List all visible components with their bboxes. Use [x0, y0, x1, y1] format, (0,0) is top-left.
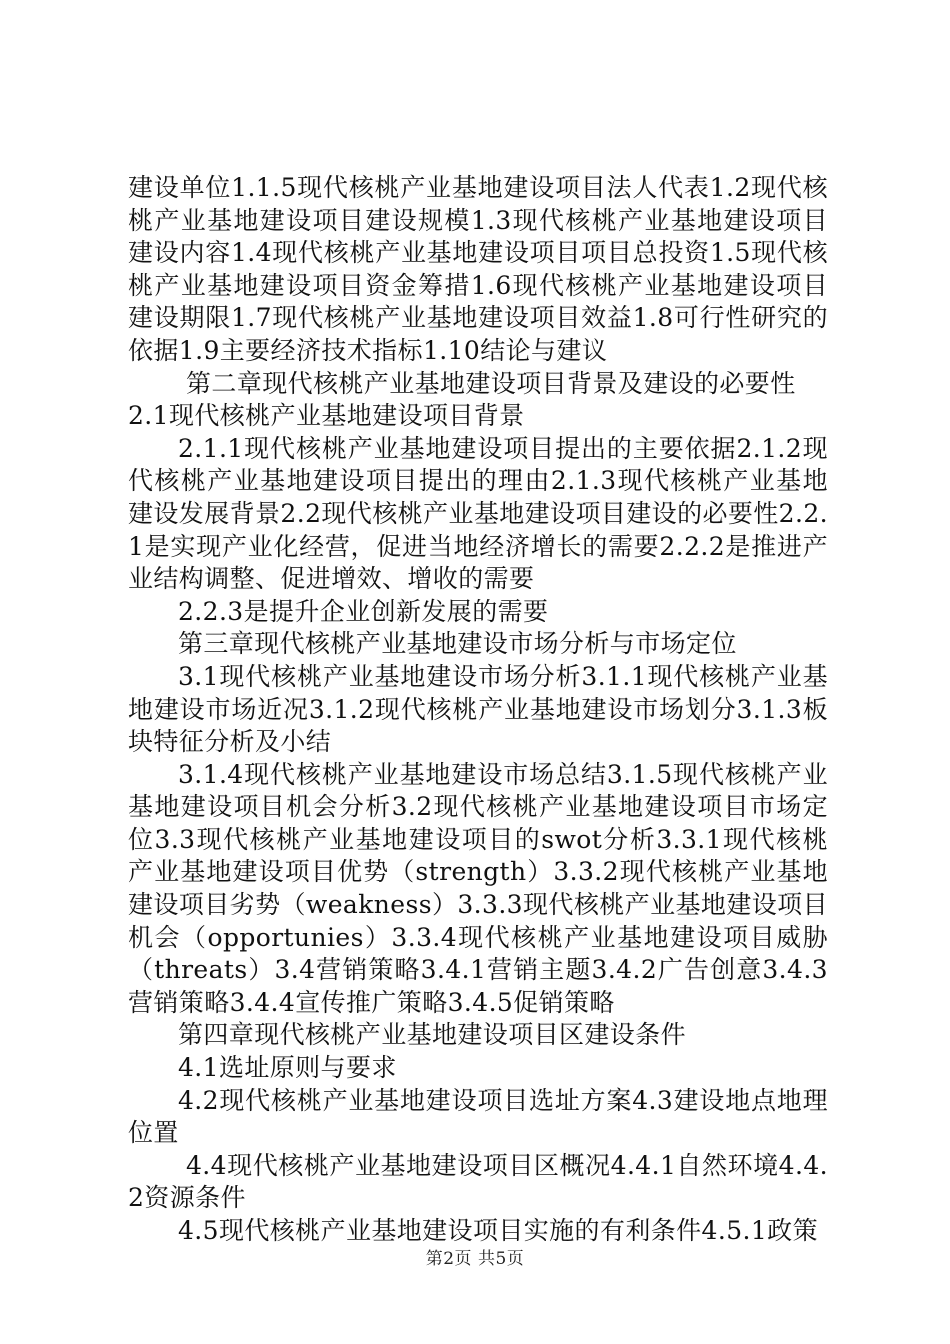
- paragraph-3-1-items: 3.1现代核桃产业基地建设市场分析3.1.1现代核桃产业基地建设市场近况3.1.2现代核桃产业基地建设市场划分3.1.3板块特征分析及小结: [128, 661, 828, 757]
- document-body: [128, 172, 828, 1248]
- paragraph-chapter1-items: 建设单位1.1.5现代核桃产业基地建设项目法人代表1.2现代核桃产业基地建设项目建设规模1.3现代核桃产业基地建设项目建设内容1.4现代核桃产业基地建设项目项目总投资1.5现代核桃产业基地建设项目资金筹措1.6现代核桃产业基地建设项目建设期限1.7现代核桃产业基地建设项目效益1.8可行性研究的依据1.9主要经济技术指标1.10结论与建议: [128, 173, 828, 365]
- section-4-2-items: 4.2现代核桃产业基地建设项目选址方案4.3建设地点地理位置: [128, 1085, 828, 1148]
- page-number-footer: 第2页 共5页: [425, 1249, 525, 1269]
- section-4-1: 4.1选址原则与要求: [178, 1053, 397, 1083]
- section-4-4-items: 4.4现代核桃产业基地建设项目区概况4.4.1自然环境4.4.2资源条件: [128, 1150, 828, 1213]
- paragraph-2-2-3: 2.2.3是提升企业创新发展的需要: [178, 596, 549, 626]
- section-2-1-heading: 2.1现代核桃产业基地建设项目背景: [128, 401, 525, 431]
- chapter-4-heading: 第四章现代核桃产业基地建设项目区建设条件: [178, 1020, 687, 1050]
- paragraph-3-1-4-items: 3.1.4现代核桃产业基地建设市场总结3.1.5现代核桃产业基地建设项目机会分析3.2现代核桃产业基地建设项目市场定位3.3现代核桃产业基地建设项目的swot分析3.3.1现代核桃产业基地建设项目优势（strength）3.3.2现代核桃产业基地建设项目劣势（weakness）3.3.3现代核桃产业基地建设项目机会（opportunies）3.3.4现代核桃产业基地建设项目威胁（threats）3.4营销策略3.4.1营销主题3.4.2广告创意3.4.3营销策略3.4.4宣传推广策略3.4.5促销策略: [128, 759, 828, 1017]
- paragraph-2-1-items: 2.1.1现代核桃产业基地建设项目提出的主要依据2.1.2现代核桃产业基地建设项目提出的理由2.1.3现代核桃产业基地建设发展背景2.2现代核桃产业基地建设项目建设的必要性2.2.1是实现产业化经营，促进当地经济增长的需要2.2.2是推进产业结构调整、促进增效、增收的需要: [128, 433, 828, 594]
- chapter-2-heading: 第二章现代核桃产业基地建设项目背景及建设的必要性: [186, 368, 796, 398]
- chapter-3-heading: 第三章现代核桃产业基地建设市场分析与市场定位: [178, 629, 737, 659]
- section-4-5-items: 4.5现代核桃产业基地建设项目实施的有利条件4.5.1政策: [178, 1216, 818, 1245]
